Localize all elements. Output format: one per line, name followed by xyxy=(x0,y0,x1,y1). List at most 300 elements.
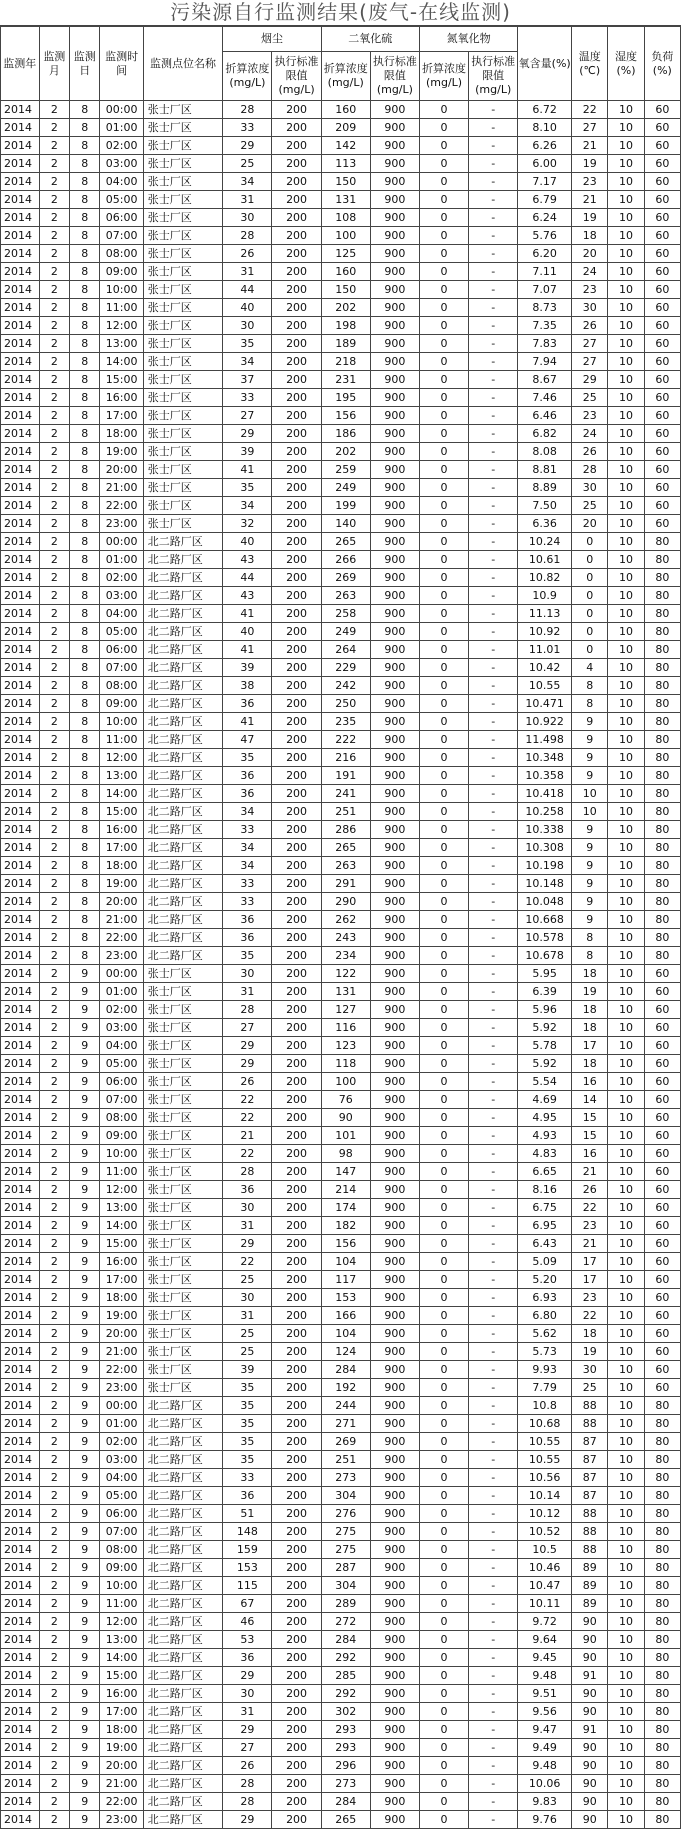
cell-humidity: 10 xyxy=(608,875,644,893)
cell-so2-limit: 900 xyxy=(370,1235,419,1253)
table-row xyxy=(1,1163,681,1181)
header-group-so2: 二氧化硫 xyxy=(321,27,419,52)
table-row xyxy=(1,839,681,857)
cell-load: 60 xyxy=(644,1343,680,1361)
cell-day: 9 xyxy=(70,983,100,1001)
cell-site: 张士厂区 xyxy=(143,1091,223,1109)
cell-soot-limit: 200 xyxy=(272,641,321,659)
cell-humidity: 10 xyxy=(608,1811,644,1829)
cell-so2-limit: 900 xyxy=(370,1523,419,1541)
cell-load: 80 xyxy=(644,911,680,929)
cell-so2-conv: 263 xyxy=(321,857,370,875)
cell-humidity: 10 xyxy=(608,1685,644,1703)
cell-humidity: 10 xyxy=(608,659,644,677)
cell-year: 2014 xyxy=(1,893,40,911)
cell-site: 北二路厂区 xyxy=(143,1595,223,1613)
cell-time: 17:00 xyxy=(100,1271,143,1289)
cell-so2-conv: 292 xyxy=(321,1649,370,1667)
cell-load: 80 xyxy=(644,1541,680,1559)
cell-soot-limit: 200 xyxy=(272,1559,321,1577)
table-row xyxy=(1,1469,681,1487)
table-row xyxy=(1,1595,681,1613)
cell-day: 9 xyxy=(70,1217,100,1235)
cell-nox-limit: - xyxy=(469,1037,518,1055)
cell-year: 2014 xyxy=(1,281,40,299)
monitoring-table xyxy=(0,26,681,1829)
cell-oxygen: 9.64 xyxy=(518,1631,572,1649)
cell-temperature: 9 xyxy=(572,875,608,893)
cell-soot-conv: 44 xyxy=(223,569,272,587)
cell-so2-limit: 900 xyxy=(370,407,419,425)
cell-time: 17:00 xyxy=(100,839,143,857)
cell-time: 18:00 xyxy=(100,425,143,443)
cell-site: 张士厂区 xyxy=(143,461,223,479)
cell-month: 2 xyxy=(39,1001,69,1019)
cell-soot-conv: 27 xyxy=(223,1739,272,1757)
cell-load: 80 xyxy=(644,947,680,965)
cell-nox-limit: - xyxy=(469,155,518,173)
cell-time: 12:00 xyxy=(100,749,143,767)
cell-month: 2 xyxy=(39,425,69,443)
cell-humidity: 10 xyxy=(608,767,644,785)
cell-temperature: 90 xyxy=(572,1739,608,1757)
cell-year: 2014 xyxy=(1,425,40,443)
cell-so2-limit: 900 xyxy=(370,641,419,659)
cell-so2-conv: 189 xyxy=(321,335,370,353)
cell-soot-limit: 200 xyxy=(272,1487,321,1505)
cell-year: 2014 xyxy=(1,1757,40,1775)
cell-so2-limit: 900 xyxy=(370,695,419,713)
cell-so2-limit: 900 xyxy=(370,839,419,857)
cell-oxygen: 10.55 xyxy=(518,1451,572,1469)
cell-so2-conv: 100 xyxy=(321,1073,370,1091)
cell-load: 80 xyxy=(644,587,680,605)
cell-oxygen: 8.73 xyxy=(518,299,572,317)
cell-soot-conv: 67 xyxy=(223,1595,272,1613)
cell-time: 00:00 xyxy=(100,533,143,551)
cell-nox-limit: - xyxy=(469,299,518,317)
cell-so2-conv: 140 xyxy=(321,515,370,533)
cell-day: 8 xyxy=(70,929,100,947)
cell-temperature: 8 xyxy=(572,947,608,965)
cell-time: 10:00 xyxy=(100,281,143,299)
cell-load: 80 xyxy=(644,1613,680,1631)
cell-humidity: 10 xyxy=(608,1577,644,1595)
table-row xyxy=(1,1379,681,1397)
cell-temperature: 87 xyxy=(572,1451,608,1469)
cell-load: 60 xyxy=(644,983,680,1001)
cell-so2-conv: 284 xyxy=(321,1631,370,1649)
cell-day: 8 xyxy=(70,245,100,263)
cell-site: 张士厂区 xyxy=(143,1307,223,1325)
cell-soot-limit: 200 xyxy=(272,479,321,497)
cell-month: 2 xyxy=(39,1595,69,1613)
cell-temperature: 25 xyxy=(572,1379,608,1397)
cell-so2-conv: 125 xyxy=(321,245,370,263)
cell-month: 2 xyxy=(39,263,69,281)
cell-nox-limit: - xyxy=(469,335,518,353)
cell-site: 张士厂区 xyxy=(143,1145,223,1163)
cell-temperature: 22 xyxy=(572,1307,608,1325)
cell-nox-conv: 0 xyxy=(419,1343,468,1361)
cell-soot-conv: 29 xyxy=(223,425,272,443)
cell-oxygen: 6.24 xyxy=(518,209,572,227)
cell-time: 23:00 xyxy=(100,515,143,533)
cell-so2-conv: 251 xyxy=(321,1451,370,1469)
cell-load: 60 xyxy=(644,425,680,443)
cell-nox-conv: 0 xyxy=(419,443,468,461)
cell-humidity: 10 xyxy=(608,605,644,623)
cell-month: 2 xyxy=(39,947,69,965)
cell-day: 9 xyxy=(70,1541,100,1559)
cell-month: 2 xyxy=(39,623,69,641)
cell-so2-limit: 900 xyxy=(370,137,419,155)
cell-nox-limit: - xyxy=(469,803,518,821)
cell-so2-conv: 192 xyxy=(321,1379,370,1397)
cell-time: 10:00 xyxy=(100,713,143,731)
cell-soot-conv: 36 xyxy=(223,767,272,785)
cell-nox-conv: 0 xyxy=(419,551,468,569)
cell-soot-limit: 200 xyxy=(272,569,321,587)
cell-oxygen: 10.42 xyxy=(518,659,572,677)
table-row xyxy=(1,1073,681,1091)
cell-year: 2014 xyxy=(1,875,40,893)
header-year: 监测年 xyxy=(1,27,40,101)
cell-so2-limit: 900 xyxy=(370,1415,419,1433)
cell-temperature: 90 xyxy=(572,1793,608,1811)
cell-soot-limit: 200 xyxy=(272,965,321,983)
cell-day: 9 xyxy=(70,1505,100,1523)
cell-nox-conv: 0 xyxy=(419,1793,468,1811)
cell-time: 20:00 xyxy=(100,1757,143,1775)
cell-so2-conv: 289 xyxy=(321,1595,370,1613)
cell-day: 8 xyxy=(70,299,100,317)
cell-soot-conv: 34 xyxy=(223,353,272,371)
cell-site: 张士厂区 xyxy=(143,1163,223,1181)
cell-humidity: 10 xyxy=(608,587,644,605)
cell-temperature: 88 xyxy=(572,1397,608,1415)
cell-so2-conv: 290 xyxy=(321,893,370,911)
cell-load: 60 xyxy=(644,353,680,371)
cell-soot-limit: 200 xyxy=(272,1649,321,1667)
cell-month: 2 xyxy=(39,1199,69,1217)
cell-nox-limit: - xyxy=(469,875,518,893)
cell-so2-limit: 900 xyxy=(370,1595,419,1613)
cell-temperature: 91 xyxy=(572,1721,608,1739)
cell-oxygen: 4.69 xyxy=(518,1091,572,1109)
cell-temperature: 23 xyxy=(572,407,608,425)
cell-temperature: 22 xyxy=(572,101,608,119)
cell-month: 2 xyxy=(39,407,69,425)
cell-humidity: 10 xyxy=(608,479,644,497)
cell-oxygen: 5.73 xyxy=(518,1343,572,1361)
cell-nox-conv: 0 xyxy=(419,1757,468,1775)
table-row xyxy=(1,1757,681,1775)
table-row xyxy=(1,749,681,767)
cell-day: 8 xyxy=(70,443,100,461)
cell-so2-limit: 900 xyxy=(370,209,419,227)
cell-nox-limit: - xyxy=(469,1307,518,1325)
cell-humidity: 10 xyxy=(608,713,644,731)
cell-year: 2014 xyxy=(1,155,40,173)
cell-humidity: 10 xyxy=(608,1361,644,1379)
cell-so2-conv: 292 xyxy=(321,1685,370,1703)
cell-oxygen: 6.00 xyxy=(518,155,572,173)
cell-soot-conv: 39 xyxy=(223,659,272,677)
cell-time: 21:00 xyxy=(100,911,143,929)
cell-load: 60 xyxy=(644,1271,680,1289)
cell-soot-limit: 200 xyxy=(272,677,321,695)
cell-so2-limit: 900 xyxy=(370,1163,419,1181)
cell-site: 北二路厂区 xyxy=(143,731,223,749)
cell-load: 80 xyxy=(644,1739,680,1757)
cell-soot-conv: 30 xyxy=(223,965,272,983)
cell-load: 60 xyxy=(644,299,680,317)
cell-month: 2 xyxy=(39,1307,69,1325)
cell-so2-limit: 900 xyxy=(370,1577,419,1595)
cell-time: 05:00 xyxy=(100,623,143,641)
cell-soot-conv: 25 xyxy=(223,1325,272,1343)
cell-day: 9 xyxy=(70,1685,100,1703)
cell-nox-limit: - xyxy=(469,1271,518,1289)
cell-day: 8 xyxy=(70,335,100,353)
cell-year: 2014 xyxy=(1,1721,40,1739)
cell-soot-conv: 34 xyxy=(223,839,272,857)
cell-oxygen: 10.61 xyxy=(518,551,572,569)
cell-day: 9 xyxy=(70,1739,100,1757)
table-row xyxy=(1,695,681,713)
cell-time: 22:00 xyxy=(100,1361,143,1379)
cell-soot-conv: 148 xyxy=(223,1523,272,1541)
cell-time: 15:00 xyxy=(100,1667,143,1685)
cell-temperature: 90 xyxy=(572,1811,608,1829)
cell-nox-conv: 0 xyxy=(419,1091,468,1109)
table-row xyxy=(1,1217,681,1235)
cell-soot-limit: 200 xyxy=(272,1757,321,1775)
cell-nox-conv: 0 xyxy=(419,1019,468,1037)
cell-nox-limit: - xyxy=(469,1163,518,1181)
cell-so2-limit: 900 xyxy=(370,1199,419,1217)
cell-year: 2014 xyxy=(1,1451,40,1469)
table-row xyxy=(1,1505,681,1523)
cell-temperature: 17 xyxy=(572,1037,608,1055)
cell-month: 2 xyxy=(39,479,69,497)
cell-time: 10:00 xyxy=(100,1577,143,1595)
cell-so2-limit: 900 xyxy=(370,587,419,605)
cell-year: 2014 xyxy=(1,1055,40,1073)
cell-soot-conv: 26 xyxy=(223,1757,272,1775)
cell-site: 张士厂区 xyxy=(143,1037,223,1055)
cell-nox-conv: 0 xyxy=(419,1577,468,1595)
cell-nox-limit: - xyxy=(469,119,518,137)
cell-site: 北二路厂区 xyxy=(143,551,223,569)
cell-soot-conv: 35 xyxy=(223,335,272,353)
table-row xyxy=(1,713,681,731)
cell-site: 北二路厂区 xyxy=(143,767,223,785)
cell-site: 张士厂区 xyxy=(143,1109,223,1127)
cell-month: 2 xyxy=(39,1361,69,1379)
cell-nox-limit: - xyxy=(469,1685,518,1703)
cell-month: 2 xyxy=(39,875,69,893)
cell-oxygen: 10.52 xyxy=(518,1523,572,1541)
cell-site: 张士厂区 xyxy=(143,371,223,389)
cell-soot-conv: 40 xyxy=(223,299,272,317)
table-row xyxy=(1,641,681,659)
cell-nox-conv: 0 xyxy=(419,335,468,353)
header-day: 监测日 xyxy=(70,27,100,101)
cell-so2-limit: 900 xyxy=(370,335,419,353)
cell-so2-limit: 900 xyxy=(370,875,419,893)
cell-load: 60 xyxy=(644,263,680,281)
cell-time: 05:00 xyxy=(100,1055,143,1073)
cell-month: 2 xyxy=(39,389,69,407)
cell-nox-conv: 0 xyxy=(419,263,468,281)
cell-so2-limit: 900 xyxy=(370,227,419,245)
cell-nox-conv: 0 xyxy=(419,515,468,533)
cell-site: 北二路厂区 xyxy=(143,1433,223,1451)
cell-oxygen: 6.39 xyxy=(518,983,572,1001)
cell-humidity: 10 xyxy=(608,551,644,569)
cell-so2-limit: 900 xyxy=(370,173,419,191)
cell-site: 北二路厂区 xyxy=(143,929,223,947)
cell-nox-conv: 0 xyxy=(419,227,468,245)
cell-year: 2014 xyxy=(1,173,40,191)
cell-oxygen: 4.93 xyxy=(518,1127,572,1145)
cell-nox-conv: 0 xyxy=(419,389,468,407)
cell-nox-limit: - xyxy=(469,1451,518,1469)
cell-day: 8 xyxy=(70,101,100,119)
cell-oxygen: 10.338 xyxy=(518,821,572,839)
cell-soot-limit: 200 xyxy=(272,929,321,947)
cell-site: 张士厂区 xyxy=(143,1055,223,1073)
cell-time: 21:00 xyxy=(100,479,143,497)
cell-nox-limit: - xyxy=(469,533,518,551)
cell-day: 9 xyxy=(70,1631,100,1649)
cell-temperature: 8 xyxy=(572,929,608,947)
cell-soot-conv: 115 xyxy=(223,1577,272,1595)
cell-load: 60 xyxy=(644,407,680,425)
cell-year: 2014 xyxy=(1,1649,40,1667)
cell-site: 张士厂区 xyxy=(143,119,223,137)
table-row xyxy=(1,1703,681,1721)
cell-nox-conv: 0 xyxy=(419,983,468,1001)
cell-nox-conv: 0 xyxy=(419,1325,468,1343)
cell-month: 2 xyxy=(39,1469,69,1487)
cell-nox-conv: 0 xyxy=(419,1775,468,1793)
cell-so2-limit: 900 xyxy=(370,767,419,785)
cell-oxygen: 7.17 xyxy=(518,173,572,191)
cell-load: 60 xyxy=(644,389,680,407)
cell-time: 02:00 xyxy=(100,1433,143,1451)
cell-day: 8 xyxy=(70,353,100,371)
cell-day: 9 xyxy=(70,1649,100,1667)
cell-day: 8 xyxy=(70,461,100,479)
cell-temperature: 27 xyxy=(572,119,608,137)
cell-day: 8 xyxy=(70,641,100,659)
cell-site: 北二路厂区 xyxy=(143,641,223,659)
table-row xyxy=(1,1361,681,1379)
cell-load: 60 xyxy=(644,1073,680,1091)
cell-so2-conv: 142 xyxy=(321,137,370,155)
table-row xyxy=(1,227,681,245)
cell-day: 8 xyxy=(70,605,100,623)
cell-time: 23:00 xyxy=(100,1379,143,1397)
cell-so2-conv: 108 xyxy=(321,209,370,227)
cell-oxygen: 10.471 xyxy=(518,695,572,713)
table-row xyxy=(1,1001,681,1019)
cell-nox-limit: - xyxy=(469,1397,518,1415)
cell-load: 60 xyxy=(644,1109,680,1127)
cell-so2-conv: 242 xyxy=(321,677,370,695)
cell-oxygen: 10.06 xyxy=(518,1775,572,1793)
cell-load: 60 xyxy=(644,1037,680,1055)
cell-day: 9 xyxy=(70,1307,100,1325)
cell-month: 2 xyxy=(39,1577,69,1595)
cell-oxygen: 10.198 xyxy=(518,857,572,875)
cell-humidity: 10 xyxy=(608,929,644,947)
cell-day: 8 xyxy=(70,119,100,137)
cell-so2-limit: 900 xyxy=(370,785,419,803)
cell-nox-limit: - xyxy=(469,1145,518,1163)
cell-humidity: 10 xyxy=(608,947,644,965)
cell-oxygen: 9.45 xyxy=(518,1649,572,1667)
cell-temperature: 9 xyxy=(572,749,608,767)
cell-site: 张士厂区 xyxy=(143,1073,223,1091)
cell-load: 80 xyxy=(644,1649,680,1667)
cell-nox-conv: 0 xyxy=(419,659,468,677)
cell-soot-conv: 36 xyxy=(223,1649,272,1667)
cell-humidity: 10 xyxy=(608,1649,644,1667)
cell-oxygen: 10.11 xyxy=(518,1595,572,1613)
cell-year: 2014 xyxy=(1,1775,40,1793)
cell-year: 2014 xyxy=(1,245,40,263)
cell-so2-conv: 286 xyxy=(321,821,370,839)
cell-month: 2 xyxy=(39,155,69,173)
cell-nox-limit: - xyxy=(469,1325,518,1343)
cell-so2-limit: 900 xyxy=(370,1307,419,1325)
cell-so2-conv: 243 xyxy=(321,929,370,947)
cell-load: 60 xyxy=(644,497,680,515)
cell-temperature: 19 xyxy=(572,155,608,173)
cell-so2-conv: 202 xyxy=(321,299,370,317)
cell-nox-conv: 0 xyxy=(419,947,468,965)
cell-oxygen: 8.81 xyxy=(518,461,572,479)
cell-temperature: 30 xyxy=(572,1361,608,1379)
cell-so2-limit: 900 xyxy=(370,1253,419,1271)
cell-nox-conv: 0 xyxy=(419,1307,468,1325)
cell-so2-conv: 271 xyxy=(321,1415,370,1433)
cell-nox-limit: - xyxy=(469,839,518,857)
cell-soot-limit: 200 xyxy=(272,1397,321,1415)
table-row xyxy=(1,1199,681,1217)
cell-month: 2 xyxy=(39,1343,69,1361)
cell-oxygen: 7.79 xyxy=(518,1379,572,1397)
cell-soot-conv: 35 xyxy=(223,749,272,767)
cell-so2-conv: 195 xyxy=(321,389,370,407)
cell-time: 12:00 xyxy=(100,1181,143,1199)
cell-month: 2 xyxy=(39,281,69,299)
cell-so2-conv: 100 xyxy=(321,227,370,245)
cell-nox-conv: 0 xyxy=(419,1631,468,1649)
cell-time: 19:00 xyxy=(100,1739,143,1757)
cell-so2-conv: 116 xyxy=(321,1019,370,1037)
cell-site: 北二路厂区 xyxy=(143,1613,223,1631)
cell-load: 60 xyxy=(644,1163,680,1181)
cell-soot-conv: 33 xyxy=(223,119,272,137)
cell-temperature: 30 xyxy=(572,299,608,317)
header-site: 监测点位名称 xyxy=(143,27,223,101)
cell-month: 2 xyxy=(39,1145,69,1163)
